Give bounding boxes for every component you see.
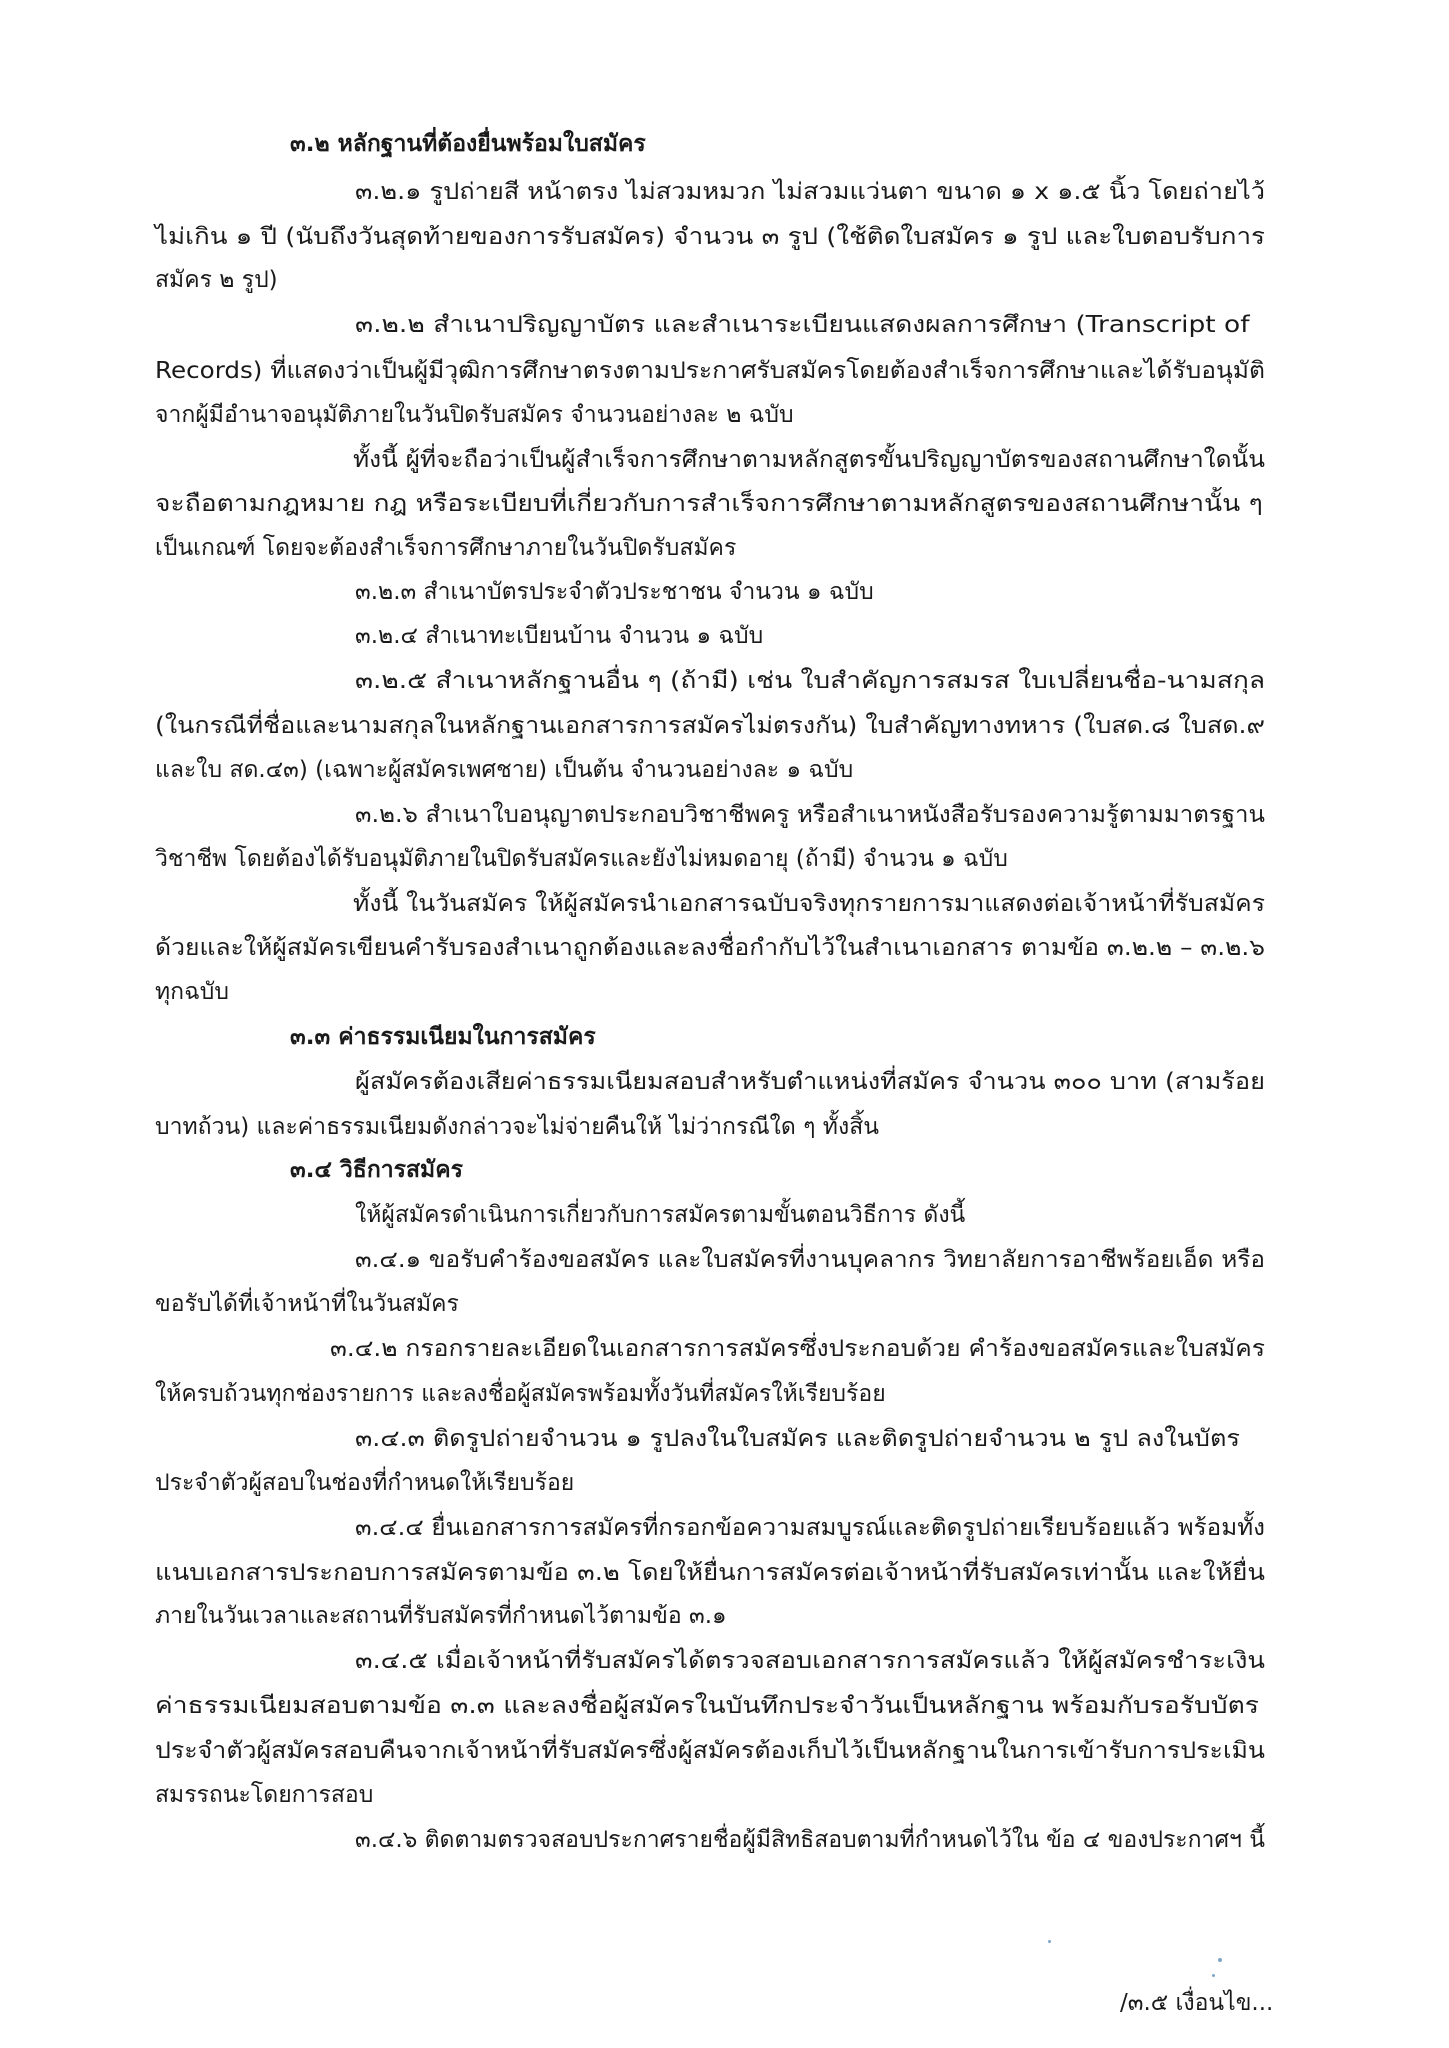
scan-speck — [1212, 1974, 1215, 1977]
scan-speck — [1218, 1958, 1222, 1962]
scan-speck — [1048, 1940, 1051, 1943]
document-page: ๓.๒ หลักฐานที่ต้องยื่นพร้อมใบสมัคร ๓.๒.๑ รูปถ่ายสี หน้าตรง ไม่สวมหมวก ไม่สวมแว่นตา ขนาด ๑ x ๑.๕ นิ้ว โดยถ่ายไว้ ไม่เกิน ๑ ปี (นับถึงวันสุดท้ายของการรับสมัคร) จำนวน ๓ รูป (ใช้ติดใบสมัคร ๑ รูป และใบตอบรับการ สมัคร ๒ รูป) ๓.๒.๒ สำเนาปริญญาบัตร และสำเนาระเบียนแสดงผลการศึกษา (Transcript of Records) ที่แสดงว่าเป็นผู้มีวุฒิการศึกษาตรงตามประกาศรับสมัครโดยต้องสำเร็จการศึกษาและได้รับอนุมัติ จากผู้มีอำนาจอนุมัติภายในวันปิดรับสมัคร จำนวนอย่างละ ๒ ฉบับ ทั้งนี้ ผู้ที่จะถือว่าเป็นผู้สำเร็จการศึกษาตามหลักสูตรขั้นปริญญาบัตรของสถานศึกษาใดนั้น จะถือตามกฎหมาย กฎ หรือระเบียบที่เกี่ยวกับการสำเร็จการศึกษาตามหลักสูตรของสถานศึกษานั้น ๆ เป็นเกณฑ์ โดยจะต้องสำเร็จการศึกษาภายในวันปิดรับสมัคร ๓.๒.๓ สำเนาบัตรประจำตัวประชาชน จำนวน ๑ ฉบับ ๓.๒.๔ สำเนาทะเบียนบ้าน จำนวน ๑ ฉบับ ๓.๒.๕ สำเนาหลักฐานอื่น ๆ (ถ้ามี) เช่น ใบสำคัญการสมรส ใบเปลี่ยนชื่อ-นามสกุล (ในกรณีที่ชื่อและนามสกุลในหลักฐานเอกสารการสมัครไม่ตรงกัน) ใบสำคัญทางทหาร (ใบสด.๘ ใบสด.๙ และใบ สด.๔๓) (เฉพาะผู้สมัครเพศชาย) เป็นต้น จำนวนอย่างละ ๑ ฉบับ ๓.๒.๖ สำเนาใบอนุญาตประกอบวิชาชีพครู หรือสำเนาหนังสือรับรองความรู้ตามมาตรฐาน วิชาชีพ โดยต้องได้รับอนุมัติภายในปิดรับสมัครและยังไม่หมดอายุ (ถ้ามี) จำนวน ๑ ฉบับ ทั้งนี้ ในวันสมัคร ให้ผู้สมัครนำเอกสารฉบับจริงทุกรายการมาแสดงต่อเจ้าหน้าที่รับสมัคร ด้วยและให้ผู้สมัครเขียนคำรับรองสำเนาถูกต้องและลงชื่อกำกับไว้ในสำเนาเอกสาร ตามข้อ ๓.๒.๒ – ๓.๒.๖ ทุกฉบับ ๓.๓ ค่าธรรมเนียมในการสมัคร ผู้สมัครต้องเสียค่าธรรมเนียมสอบสำหรับตำแหน่งที่สมัคร จำนวน ๓๐๐ บาท (สามร้อย บาทถ้วน) และค่าธรรมเนียมดังกล่าวจะไม่จ่ายคืนให้ ไม่ว่ากรณีใด ๆ ทั้งสิ้น ๓.๔ วิธีการสมัคร ให้ผู้สมัครดำเนินการเกี่ยวกับการสมัครตามขั้นตอนวิธีการ ดังนี้ ๓.๔.๑ ขอรับคำร้องขอสมัคร และใบสมัครที่งานบุคลากร วิทยาลัยการอาชีพร้อยเอ็ด หรือ ขอรับได้ที่เจ้าหน้าที่ในวันสมัคร ๓.๔.๒ กรอกรายละเอียดในเอกสารการสมัครซึ่งประกอบด้วย คำร้องขอสมัครและใบสมัคร ให้ครบถ้วนทุกช่องรายการ และลงชื่อผู้สมัครพร้อมทั้งวันที่สมัครให้เรียบร้อย ๓.๔.๓ ติดรูปถ่ายจำนวน ๑ รูปลงในใบสมัคร และติดรูปถ่ายจำนวน ๒ รูป ลงในบัตร ประจำตัวผู้สอบในช่องที่กำหนดให้เรียบร้อย ๓.๔.๔ ยื่นเอกสารการสมัครที่กรอกข้อความสมบูรณ์และติดรูปถ่ายเรียบร้อยแล้ว พร้อมทั้ง แนบเอกสารประกอบการสมัครตามข้อ ๓.๒ โดยให้ยื่นการสมัครต่อเจ้าหน้าที่รับสมัครเท่านั้น และให้ยื่น ภายในวันเวลาและสถานที่รับสมัครที่กำหนดไว้ตามข้อ ๓.๑ ๓.๔.๕ เมื่อเจ้าหน้าที่รับสมัครได้ตรวจสอบเอกสารการสมัครแล้ว ให้ผู้สมัครชำระเงิน ค่าธรรมเนียมสอบตามข้อ ๓.๓ และลงชื่อผู้สมัครในบันทึกประจำวันเป็นหลักฐาน พร้อมกับรอรับบัตร ประจำตัวผู้สมัครสอบคืนจากเจ้าหน้าที่รับสมัครซึ่งผู้สมัครต้องเก็บไว้เป็นหลักฐานในการเข้ารับการประเมิน สมรรถนะโดยการสอบ ๓.๔.๖ ติดตามตรวจสอบประกาศรายชื่อผู้มีสิทธิสอบตามที่กำหนดไว้ใน ข้อ ๔ ของประกาศฯ นี้ /๓.๕ เงื่อนไข... — [155, 131, 1274, 2016]
